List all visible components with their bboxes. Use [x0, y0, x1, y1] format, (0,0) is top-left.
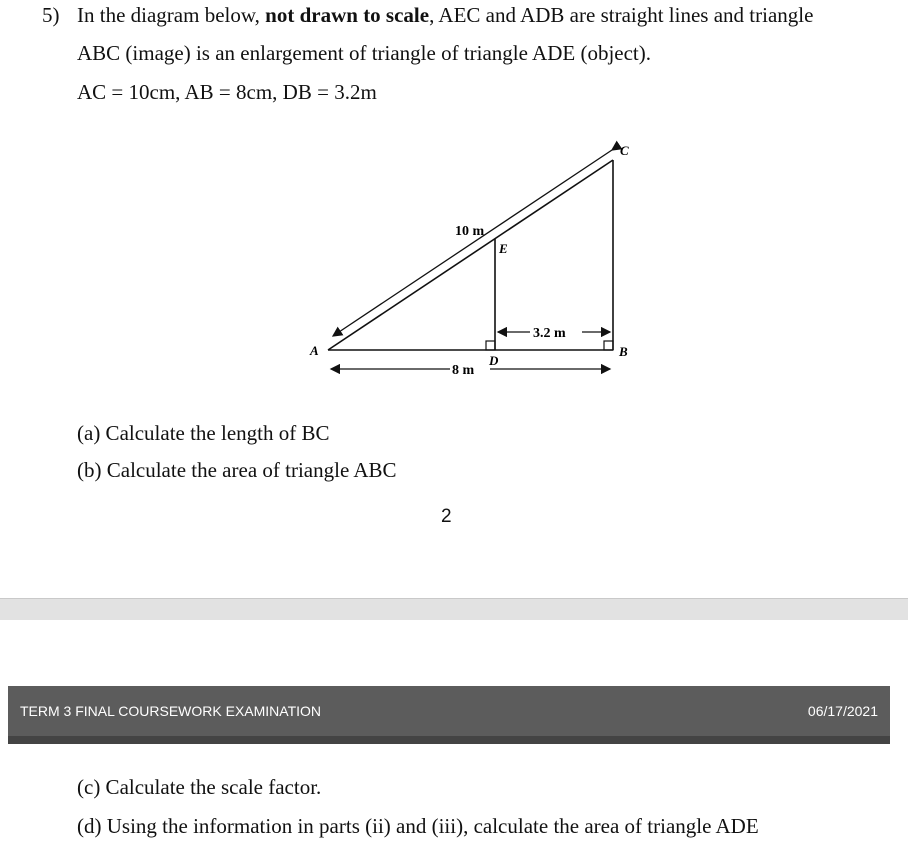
part-a: (a) Calculate the length of BC: [77, 421, 330, 445]
label-b: B: [619, 344, 628, 359]
triangle-diagram: [300, 140, 640, 390]
footer-date: 06/17/2021: [807, 703, 878, 719]
dimension-ac: [333, 150, 612, 336]
part-c: (c) Calculate the scale factor.: [77, 775, 322, 799]
label-d: D: [489, 353, 499, 368]
label-db-length: 3.2 m: [533, 326, 566, 341]
right-angle-d: [486, 341, 495, 350]
question-given-values: AC = 10cm, AB = 8cm, DB = 3.2m: [77, 80, 377, 104]
question-number: 5): [42, 3, 60, 27]
question-line-2: ABC (image) is an enlargement of triangle of triangle ADE (object).: [77, 41, 652, 65]
label-c: C: [620, 143, 629, 158]
right-angle-b: [604, 341, 613, 350]
exam-footer: [8, 686, 890, 744]
label-a: A: [310, 343, 319, 358]
page-number: 2: [441, 506, 452, 527]
question-emphasis: not drawn to scale: [265, 3, 430, 27]
part-b: (b) Calculate the area of triangle ABC: [77, 458, 397, 482]
label-ab-length: 8 m: [452, 363, 475, 378]
line-aec: [328, 160, 613, 350]
label-ac-length: 10 m: [455, 224, 485, 239]
label-e: E: [499, 241, 508, 256]
question-line-1: In the diagram below, not drawn to scale, AEC and ADB are straight lines and triangle: [77, 3, 814, 27]
page-break: [0, 598, 908, 620]
part-d: (d) Using the information in parts (ii) and (iii), calculate the area of triangle ADE: [77, 814, 759, 838]
footer-title: TERM 3 FINAL COURSEWORK EXAMINATION: [20, 703, 322, 719]
